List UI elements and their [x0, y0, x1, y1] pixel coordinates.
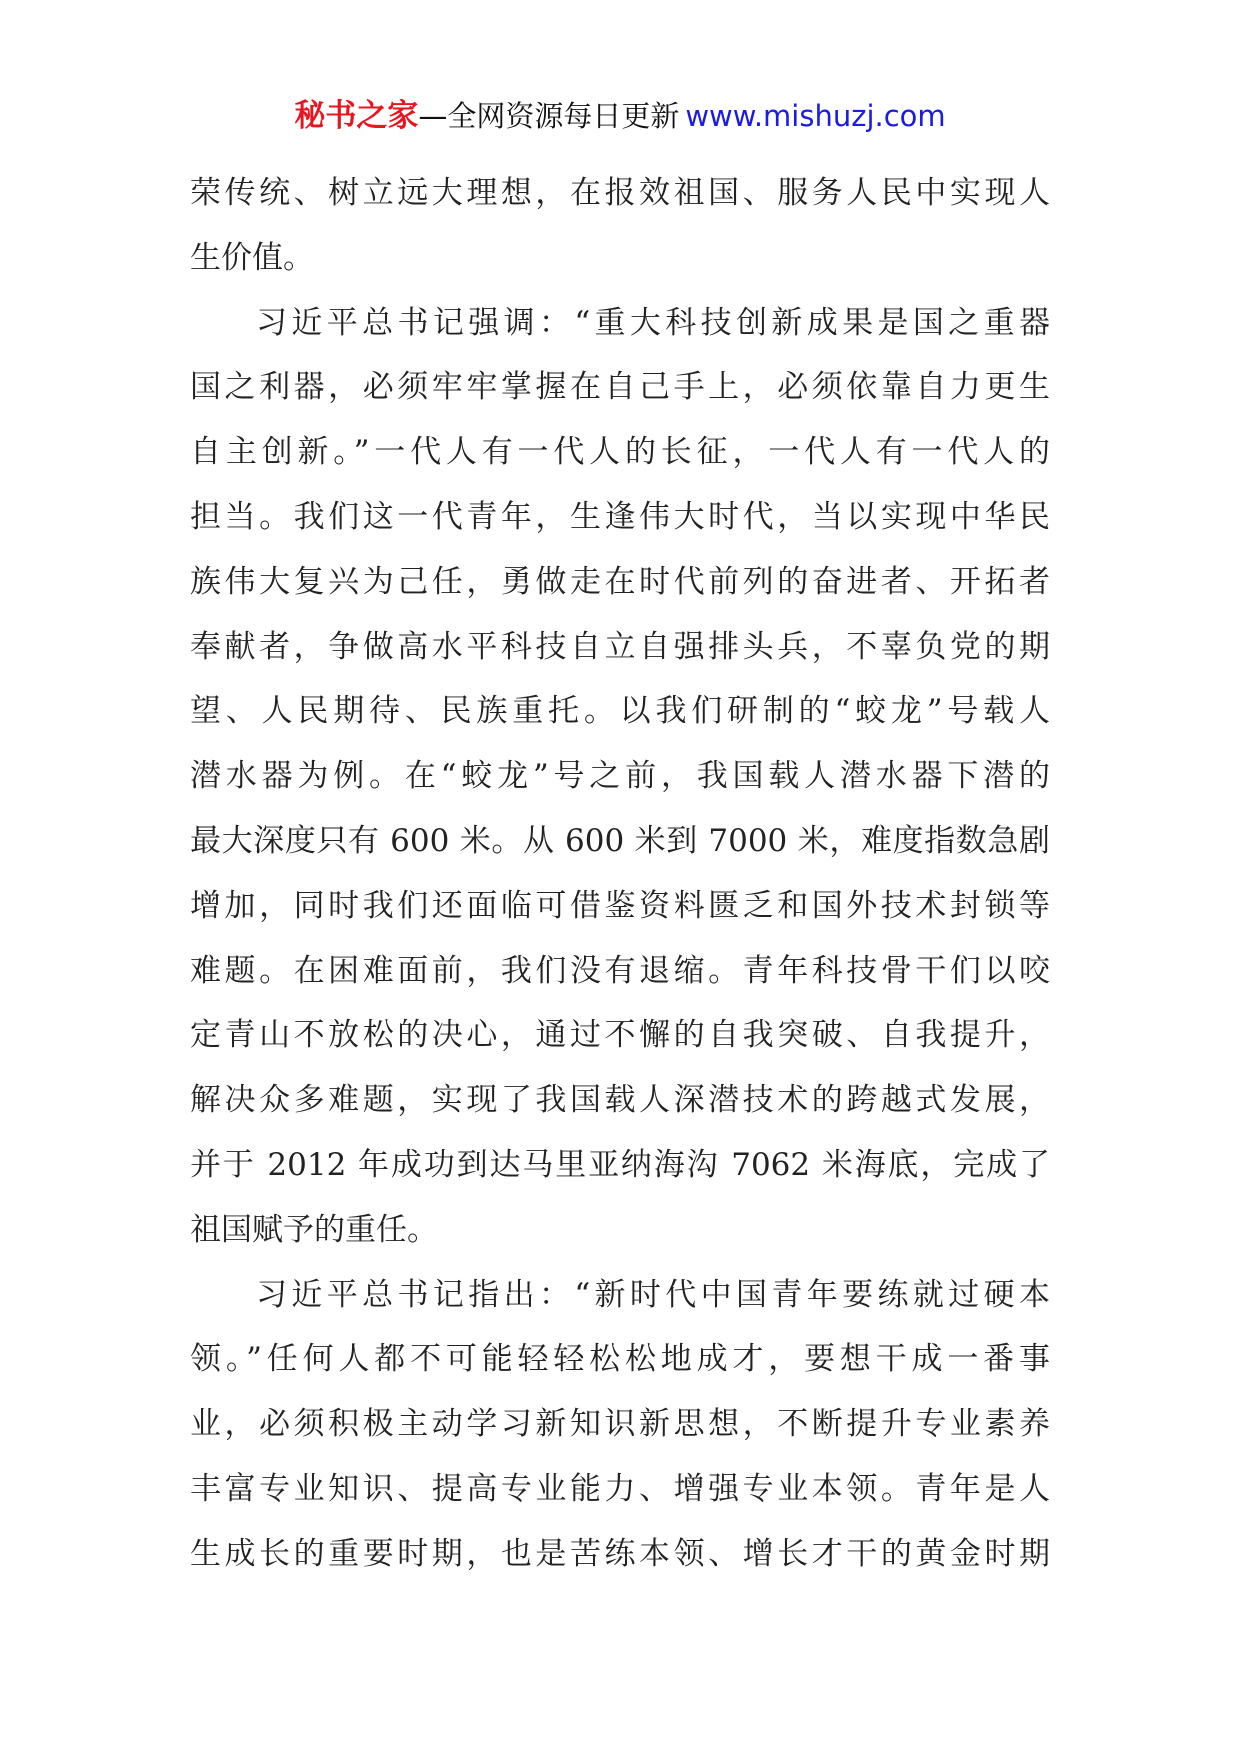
paragraph-first-line: 习近平总书记强调：“重大科技创新成果是国之重器	[256, 304, 1050, 341]
text-line: 祖国赋予的重任。	[190, 1211, 438, 1248]
text-line: 增加，同时我们还面临可借鉴资料匮乏和国外技术封锁等	[190, 887, 1050, 924]
text-line: 望、人民期待、民族重托。以我们研制的“蛟龙”号载人	[190, 693, 1050, 730]
text-line: 并于 2012 年成功到达马里亚纳海沟 7062 米海底，完成了	[190, 1146, 1050, 1183]
text-line: 生价值。	[190, 239, 314, 276]
text-line: 荣传统、树立远大理想，在报效祖国、服务人民中实现人	[190, 175, 1050, 211]
text-line: 担当。我们这一代青年，生逢伟大时代，当以实现中华民	[190, 498, 1050, 535]
site-brand: 秘书之家	[294, 98, 419, 134]
text-line: 族伟大复兴为己任，勇做走在时代前列的奋进者、开拓者	[190, 563, 1050, 600]
text-line: 自主创新。”一代人有一代人的长征，一代人有一代人的	[190, 434, 1050, 471]
site-url-link[interactable]: www.mishuzj.com	[685, 99, 946, 133]
text-line: 丰富专业知识、提高专业能力、增强专业本领。青年是人	[190, 1470, 1050, 1507]
text-line: 业，必须积极主动学习新知识新思想，不断提升专业素养	[190, 1406, 1050, 1443]
text-line: 最大深度只有 600 米。从 600 米到 7000 米，难度指数急剧	[190, 822, 1050, 859]
site-slogan: —全网资源每日更新	[418, 99, 680, 133]
text-line: 生成长的重要时期，也是苦练本领、增长才干的黄金时期	[190, 1535, 1050, 1572]
text-line: 领。”任何人都不可能轻轻松松地成才，要想干成一番事	[190, 1341, 1050, 1378]
text-line: 潜水器为例。在“蛟龙”号之前，我国载人潜水器下潜的	[190, 758, 1050, 795]
text-line: 解决众多难题，实现了我国载人深潜技术的跨越式发展，	[190, 1082, 1050, 1119]
paragraph-first-line: 习近平总书记指出：“新时代中国青年要练就过硬本	[256, 1276, 1050, 1313]
text-line: 奉献者，争做高水平科技自立自强排头兵，不辜负党的期	[190, 628, 1050, 665]
text-line: 定青山不放松的决心，通过不懈的自我突破、自我提升，	[190, 1017, 1050, 1054]
site-header	[0, 96, 1240, 136]
text-line: 难题。在困难面前，我们没有退缩。青年科技骨干们以咬	[190, 952, 1050, 989]
document-body	[190, 161, 1050, 1587]
text-line: 国之利器，必须牢牢掌握在自己手上，必须依靠自力更生	[190, 369, 1050, 406]
